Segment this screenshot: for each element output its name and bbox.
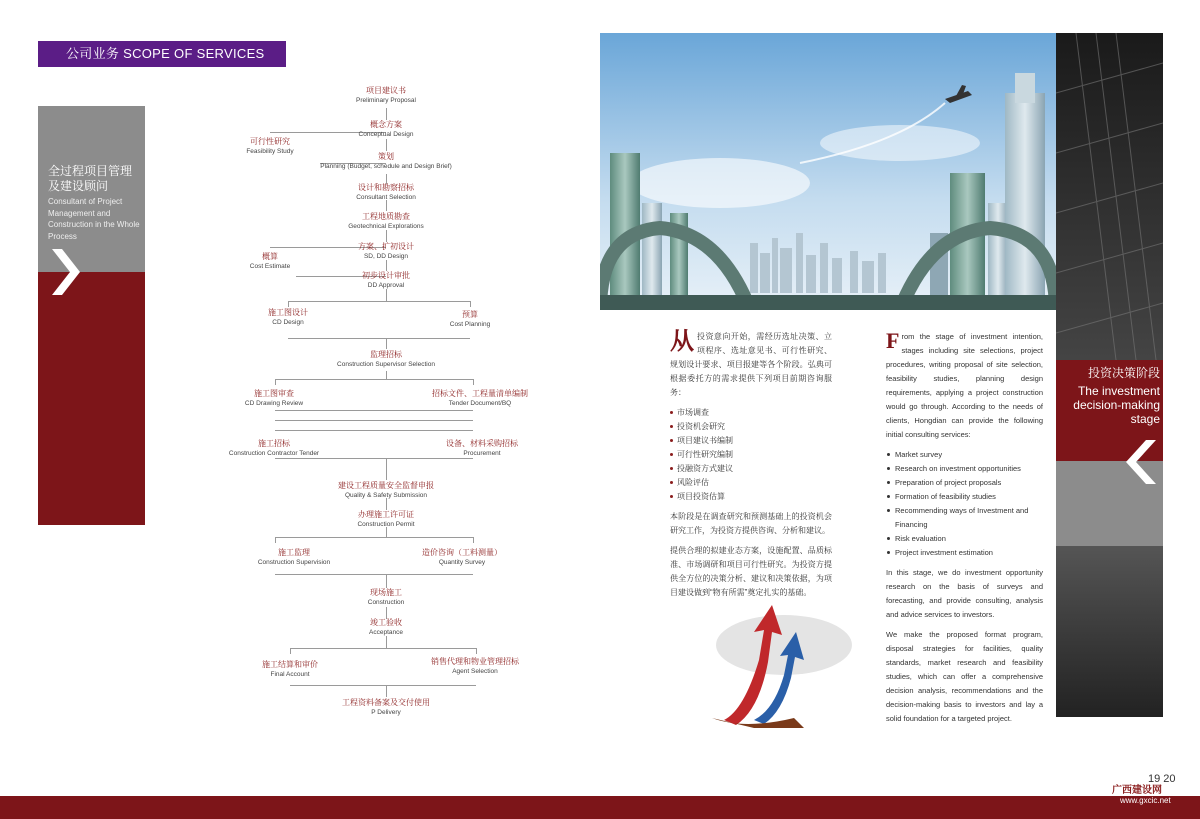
list-item: Preparation of project proposals [886,476,1043,490]
list-item: 投资机会研究 [670,420,832,434]
flow-node-sd-dd-design: 方案、扩初设计 SD, DD Design [358,242,414,260]
flow-node-construction-supervision: 施工监理 Construction Supervision [257,548,331,566]
chevron-left-icon [1120,440,1156,484]
page-numbers: 19 20 [1148,773,1176,785]
flow-node-acceptance: 竣工验收 Acceptance [369,618,403,636]
list-item: 投融资方式建议 [670,462,832,476]
flow-node-cost-estimate: 概算 Cost Estimate [249,252,291,270]
flow-node-conceptual-design: 概念方案 Conceptual Design [358,120,414,138]
list-item: 项目投资估算 [670,490,832,504]
zh-intro-paragraph: 从投资意向开始，需经历选址决策、立项程序、选址意见书、可行性研究、规划设计要求、项目报建等各个阶段。弘典可根据委托方的需求提供下列项目前期咨询服务： [670,328,832,397]
flow-node-construction: 现场施工 Construction [367,588,405,606]
zh-service-list [670,406,832,504]
flow-node-construction-supervisor-selection: 监理招标 Construction Supervisor Selection [337,350,435,368]
english-text-column [886,330,1043,732]
right-panel-title-zh: 投资决策阶段 [1087,366,1160,380]
flow-node-feasibility-study: 可行性研究 Feasibility Study [246,137,294,155]
flow-node-quality-safety: 建设工程质量安全监督申报 Quality & Safety Submission [338,481,434,499]
list-item: 项目建议书编制 [670,434,832,448]
list-item: 市场调查 [670,406,832,420]
city-skyline-photo [600,33,1056,310]
flow-node-tender-document: 招标文件、工程量清单编制 Tender Document/BQ [432,389,528,407]
section-header: 公司业务 SCOPE OF SERVICES [38,41,286,67]
flow-node-preliminary-proposal: 项目建议书 Preliminary Proposal [356,86,416,104]
watermark-url: www.gxcic.net [1120,796,1171,805]
left-panel-title-en: Consultant of Project Management and Construction in the Whole Process [48,197,140,241]
watermark-logo-text: 广西建设网 [1112,785,1162,796]
flow-node-cost-planning: 预算 Cost Planning [449,310,491,328]
flow-node-delivery: 工程资料备案及交付使用 P Delivery [342,698,430,716]
flow-node-quantity-survey: 造价咨询（工料测量） Quantity Survey [422,548,502,566]
list-item: 可行性研究编制 [670,448,832,462]
en-paragraph-3: We make the proposed format program, disposal strategies for facilities, quality standards, market research and feasibility studies, which can offer a comprehensive decision analysis, recommendations and the decision-making basis to investors and lay a solid foundation for a targeted project. [886,630,1043,723]
chinese-text-column [670,330,832,606]
en-intro-paragraph: From the stage of investment intention, stages including site selections, project procedures, writing proposal of site selection, feasibility studies, planning design requirements, applying a project construction would go through. According to the needs of clients, Hongdian can provide the following initial consulting services: [886,328,1043,439]
zh-paragraph-3: 提供合理的拟建业态方案，设施配置、品质标准、市场调研和项目可行性研究。为投资方提供全方位的决策分析、建议和决策依据，为项目建设做到“物有所需”奠定扎实的基础。 [670,546,832,597]
en-service-list [886,448,1043,560]
left-side-panel [38,106,145,525]
right-side-panel [1056,33,1163,717]
growth-arrows-illustration [704,600,854,730]
flow-node-dd-approval: 初步设计审批 DD Approval [362,271,410,289]
flow-node-cd-drawing-review: 施工图审查 CD Drawing Review [244,389,304,407]
flow-node-construction-permit: 办理施工许可证 Construction Permit [357,510,415,528]
panel-dark-photo-bottom [1056,546,1163,717]
flow-node-geotechnical-explorations: 工程地质勘查 Geotechnical Explorations [348,212,424,230]
list-item: Formation of feasibility studies [886,490,1043,504]
list-item: Project investment estimation [886,546,1043,560]
list-item: Research on investment opportunities [886,462,1043,476]
left-panel-title-zh: 全过程项目管理及建设顾问 [48,164,133,193]
list-item: Recommending ways of Investment and Financing [886,504,1043,532]
list-item: Risk evaluation [886,532,1043,546]
footer-bar [0,796,1200,819]
panel-dark-photo [1056,33,1163,360]
flow-node-cd-design: 施工图设计 CD Design [268,308,308,326]
zh-dropcap: 从 [670,328,694,355]
zh-paragraph-2: 本阶段是在调查研究和预测基础上的投资机会研究工作，为投资方提供咨询、分析和建议。 [670,512,832,535]
flow-node-procurement: 设备、材料采购招标 Procurement [446,439,518,457]
list-item: 风险评估 [670,476,832,490]
services-flowchart [200,80,580,730]
chevron-right-icon [52,249,80,295]
flow-node-contractor-tender: 施工招标 Construction Contractor Tender [228,439,320,457]
flow-node-planning: 策划 Planning (Budget, schedule and Design Brief) [320,152,452,170]
list-item: Market survey [886,448,1043,462]
en-dropcap: F [886,328,900,353]
flow-node-final-account: 施工结算和审价 Final Account [262,660,318,678]
flow-node-consultant-selection: 设计和勘察招标 Consultant Selection [356,183,416,201]
panel-red-block [38,272,145,525]
en-paragraph-2: In this stage, we do investment opportunity research on the basis of surveys and forecasting, and provide consulting, analysis and advice services to investors. [886,568,1043,619]
flow-node-agent-selection: 销售代理和物业管理招标 Agent Selection [431,657,519,675]
right-panel-title-en: The investment decision-making stage [1073,384,1160,426]
